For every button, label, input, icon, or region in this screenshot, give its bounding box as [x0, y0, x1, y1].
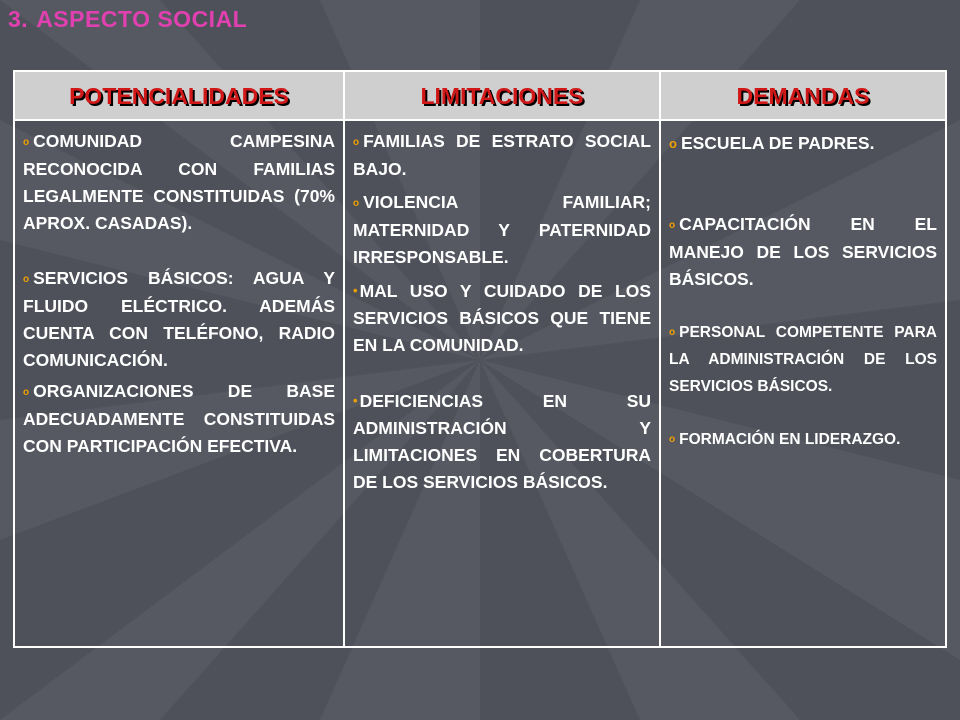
- item-text: COMUNIDAD CAMPESINA RECONOCIDA CON FAMILIAS LEGALMENTE CONSTITUIDAS (70% APROX. CASADAS).: [23, 131, 335, 233]
- analysis-table: [13, 70, 947, 648]
- list-item: [353, 128, 651, 183]
- bullet-circle-icon: o: [353, 198, 360, 209]
- bullet-dot-icon: •: [353, 283, 358, 298]
- header-limitaciones: LIMITACIONES: [345, 72, 659, 120]
- column-limitaciones: [345, 120, 659, 646]
- list-item: [669, 211, 937, 293]
- list-item: [353, 387, 651, 496]
- bullet-circle-icon: o: [669, 220, 676, 231]
- list-item: [23, 265, 335, 374]
- bullet-circle-icon: o: [669, 434, 676, 445]
- bullet-circle-icon: o: [23, 274, 30, 285]
- item-text: ESCUELA DE PADRES.: [680, 133, 875, 153]
- item-text: SERVICIOS BÁSICOS: AGUA Y FLUIDO ELÉCTRICO. ADEMÁS CUENTA CON TELÉFONO, RADIO COMUNICACIÓN.: [23, 268, 335, 370]
- list-item: [23, 378, 335, 460]
- list-item: [669, 426, 937, 453]
- list-item: [353, 277, 651, 359]
- title-text: ASPECTO SOCIAL: [36, 6, 248, 32]
- header-demandas: DEMANDAS: [661, 72, 945, 120]
- item-text: PERSONAL COMPETENTE PARA LA ADMINISTRACIÓN DE LOS SERVICIOS BÁSICOS.: [669, 324, 937, 395]
- column-demandas: [661, 120, 945, 646]
- column-potencialidades: [15, 120, 343, 646]
- bullet-circle-icon: o: [353, 137, 360, 148]
- item-text: FAMILIAS DE ESTRATO SOCIAL BAJO.: [353, 131, 651, 179]
- header-potencialidades: POTENCIALIDADES: [15, 72, 343, 120]
- item-text: CAPACITACIÓN EN EL MANEJO DE LOS SERVICIOS BÁSICOS.: [669, 214, 937, 289]
- list-item: [353, 189, 651, 271]
- item-text: MAL USO Y CUIDADO DE LOS SERVICIOS BÁSICOS QUE TIENE EN LA COMUNIDAD.: [353, 281, 651, 355]
- bullet-dot-icon: •: [353, 393, 358, 408]
- list-item: [669, 130, 937, 157]
- title-number: 3.: [8, 6, 29, 32]
- item-text: DEFICIENCIAS EN SU ADMINISTRACIÓN Y LIMITACIONES EN COBERTURA DE LOS SERVICIOS BÁSICOS.: [353, 391, 651, 492]
- slide-title: [8, 6, 247, 33]
- bullet-circle-icon: o: [669, 327, 676, 338]
- item-text: ORGANIZACIONES DE BASE ADECUADAMENTE CONSTITUIDAS CON PARTICIPACIÓN EFECTIVA.: [23, 381, 335, 456]
- bullet-circle-icon: o: [669, 136, 677, 151]
- list-item: [23, 128, 335, 237]
- bullet-circle-icon: o: [23, 137, 30, 148]
- bullet-circle-icon: o: [23, 387, 30, 398]
- list-item: [669, 319, 937, 400]
- item-text: VIOLENCIA FAMILIAR; MATERNIDAD Y PATERNIDAD IRRESPONSABLE.: [353, 192, 651, 267]
- item-text: FORMACIÓN EN LIDERAZGO.: [679, 431, 901, 448]
